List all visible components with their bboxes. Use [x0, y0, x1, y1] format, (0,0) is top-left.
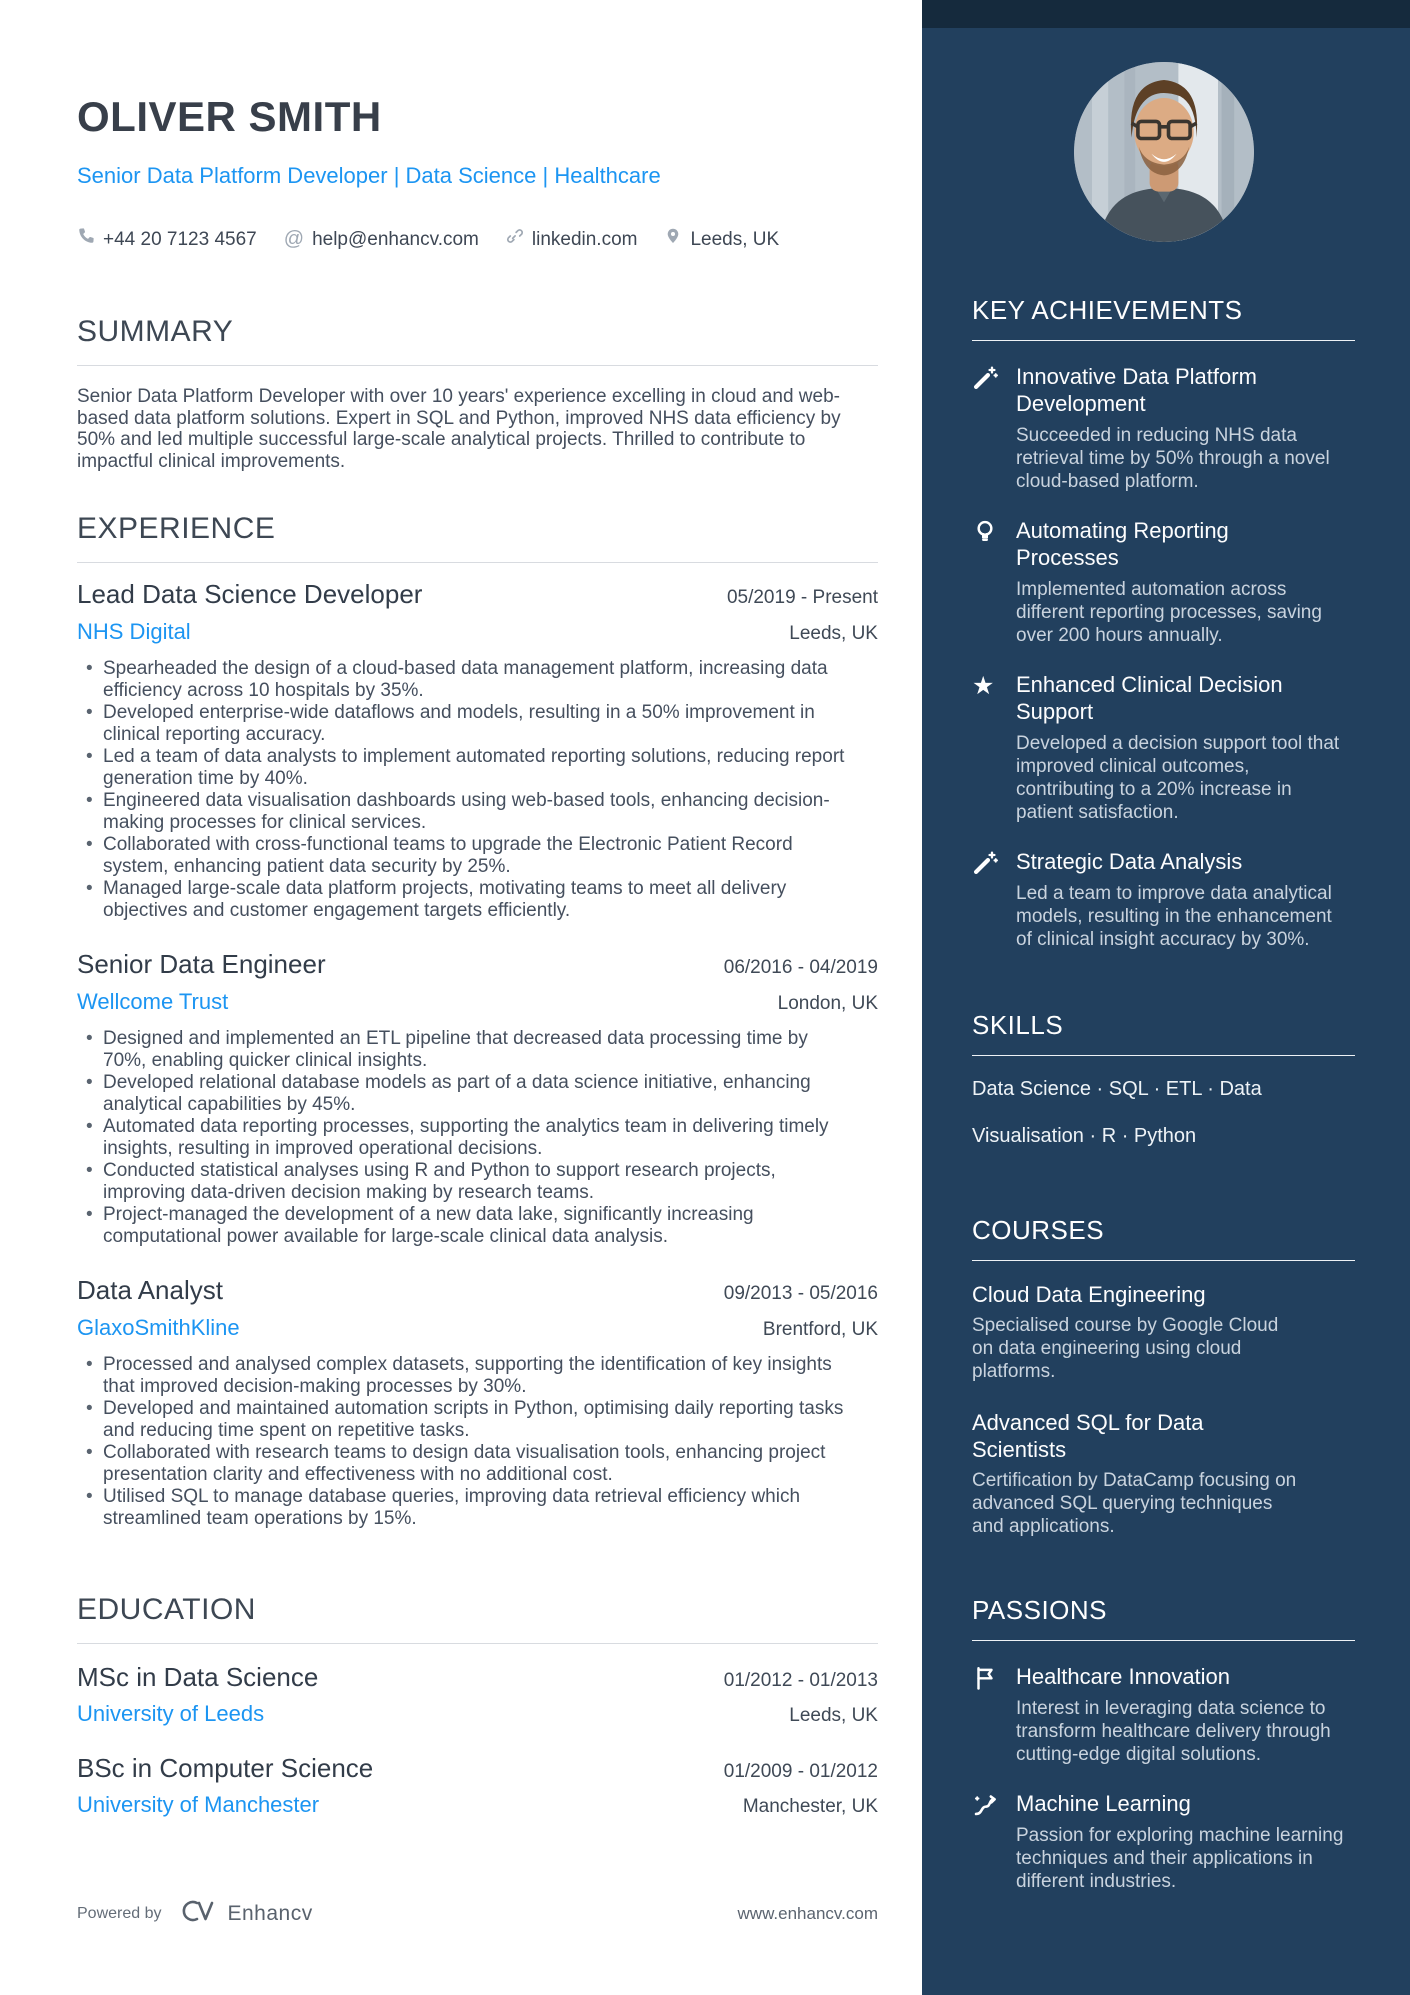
job-location: Brentford, UK	[762, 1319, 878, 1340]
route-icon	[972, 1790, 1000, 1893]
site-url[interactable]: www.enhancv.com	[737, 1903, 878, 1923]
job-title: Data Analyst	[77, 1275, 223, 1305]
course-title: Cloud Data Engineering	[972, 1282, 1206, 1307]
footer	[77, 1898, 878, 1929]
achievements-heading: KEY ACHIEVEMENTS	[972, 294, 1355, 341]
bullet-item: • Managed large-scale data platform projects, motivating teams to meet all delivery objectives and customer engagement targets efficiently.	[77, 878, 849, 921]
wand-icon	[972, 848, 1000, 951]
job-dates: 06/2016 - 04/2019	[723, 957, 878, 978]
bullet-item: • Collaborated with cross-functional teams to upgrade the Electronic Patient Record system, enhancing patient data security by 25%.	[77, 834, 849, 877]
sidebar	[922, 0, 1410, 1995]
star-icon: ★	[972, 672, 995, 700]
skills-section	[972, 1009, 1355, 1160]
job-company[interactable]: GlaxoSmithKline	[77, 1315, 240, 1340]
bullet-item: • Designed and implemented an ETL pipeline that decreased data processing time by 70%, enabling quicker clinical insights.	[77, 1028, 849, 1071]
phone-number: +44 20 7123 4567	[103, 228, 257, 250]
achievements-section	[972, 294, 1355, 951]
bullet-item: • Engineered data visualisation dashboards using web-based tools, enhancing decision-making processes for clinical services.	[77, 790, 849, 833]
course-text: Certification by DataCamp focusing on advanced SQL querying techniques and applications.	[972, 1470, 1297, 1537]
email-address[interactable]: help@enhancv.com	[312, 228, 479, 250]
location-text: Leeds, UK	[690, 228, 780, 250]
achievement-text: Succeeded in reducing NHS data retrieval time by 50% through a novel cloud-based platform.	[1016, 425, 1330, 492]
wand-icon	[972, 363, 1000, 493]
passion-title: Machine Learning	[1016, 1791, 1191, 1816]
profile-photo	[1074, 62, 1254, 242]
bullet-item: • Developed enterprise-wide dataflows and models, resulting in a 50% improvement in clinical reporting accuracy.	[77, 702, 849, 745]
job-location: Leeds, UK	[789, 623, 878, 644]
passion-item	[972, 1790, 1355, 1893]
job-title: Senior Data Engineer	[77, 949, 326, 979]
link-text[interactable]: linkedin.com	[531, 228, 638, 250]
job-title: Lead Data Science Developer	[77, 579, 423, 609]
bullet-item: • Utilised SQL to manage database queries, improving data retrieval efficiency which streamlined team operations by 15%.	[77, 1486, 849, 1529]
passion-text: Interest in leveraging data science to transform healthcare delivery through cutting-edge digital solutions.	[1016, 1698, 1331, 1765]
course-item	[972, 1281, 1355, 1383]
job-bullets	[77, 658, 849, 921]
courses-heading: COURSES	[972, 1214, 1355, 1261]
job-dates: 09/2013 - 05/2016	[723, 1283, 878, 1304]
courses-section	[972, 1214, 1355, 1538]
passions-section	[972, 1594, 1355, 1893]
degree-school[interactable]: University of Leeds	[77, 1701, 265, 1726]
enhancv-logo-icon[interactable]	[182, 1898, 218, 1929]
sidebar-top-band	[922, 0, 1410, 28]
bullet-item: • Spearheaded the design of a cloud-based data management platform, increasing data efficiency across 10 hospitals by 35%.	[77, 658, 849, 701]
degree-entry	[77, 1662, 878, 1727]
achievement-title: Automating Reporting Processes	[1016, 518, 1229, 570]
link-icon	[506, 227, 524, 251]
job-bullets	[77, 1354, 849, 1529]
skills-list[interactable]: Data Science · SQL · ETL · Data Visualisation · R · Python	[972, 1078, 1262, 1147]
achievement-title: Enhanced Clinical Decision Support	[1016, 672, 1283, 724]
course-item	[972, 1409, 1355, 1538]
enhancv-brand-name[interactable]: Enhancv	[227, 1901, 313, 1925]
degree-title: BSc in Computer Science	[77, 1753, 374, 1783]
passions-heading: PASSIONS	[972, 1594, 1355, 1641]
contact-email[interactable]	[284, 228, 479, 251]
job-location: London, UK	[777, 993, 878, 1014]
passion-text: Passion for exploring machine learning techniques and their applications in different industries.	[1016, 1825, 1344, 1892]
degree-location: Leeds, UK	[789, 1705, 878, 1726]
summary-section	[77, 315, 878, 472]
contact-location	[664, 227, 779, 251]
bullet-item: • Processed and analysed complex datasets, supporting the identification of key insights that improved decision-making processes by 30%.	[77, 1354, 849, 1397]
bullet-item: • Developed relational database models as part of a data science initiative, enhancing analytical capabilities by 45%.	[77, 1072, 849, 1115]
achievement-title: Innovative Data Platform Development	[1016, 364, 1257, 416]
achievement-item	[972, 363, 1355, 493]
job-company[interactable]: NHS Digital	[77, 619, 191, 644]
achievement-item	[972, 848, 1355, 951]
person-title: Senior Data Platform Developer | Data Science | Healthcare	[77, 163, 661, 188]
degree-school[interactable]: University of Manchester	[77, 1792, 320, 1817]
contact-link[interactable]	[506, 227, 638, 251]
course-title: Advanced SQL for Data Scientists	[972, 1410, 1204, 1462]
job-company[interactable]: Wellcome Trust	[77, 989, 229, 1014]
education-heading: EDUCATION	[77, 1593, 878, 1644]
summary-heading: SUMMARY	[77, 315, 878, 366]
degree-location: Manchester, UK	[742, 1796, 878, 1817]
achievement-item	[972, 671, 1355, 824]
powered-by-label: Powered by	[77, 1904, 162, 1922]
degree-title: MSc in Data Science	[77, 1662, 319, 1692]
bullet-item: • Conducted statistical analyses using R and Python to support research projects, improving data-driven decision making by research teams.	[77, 1160, 849, 1203]
achievement-text: Implemented automation across different reporting processes, saving over 200 hours annually.	[1016, 579, 1322, 646]
bullet-item: • Developed and maintained automation scripts in Python, optimising daily reporting tasks and reducing time spent on repetitive tasks.	[77, 1398, 849, 1441]
achievement-text: Led a team to improve data analytical models, resulting in the enhancement of clinical insight accuracy by 30%.	[1016, 883, 1332, 950]
skills-heading: SKILLS	[972, 1009, 1355, 1056]
course-text: Specialised course by Google Cloud on data engineering using cloud platforms.	[972, 1315, 1279, 1382]
bullet-item: • Led a team of data analysts to implement automated reporting solutions, reducing report generation time by 40%.	[77, 746, 849, 789]
person-name: OLIVER SMITH	[77, 93, 382, 140]
passion-item	[972, 1663, 1355, 1766]
contact-phone	[77, 227, 257, 251]
degree-entry	[77, 1753, 878, 1818]
lightbulb-icon	[972, 517, 1000, 647]
passion-title: Healthcare Innovation	[1016, 1664, 1231, 1689]
job-dates: 05/2019 - Present	[726, 587, 878, 608]
achievement-title: Strategic Data Analysis	[1016, 849, 1243, 874]
summary-text: Senior Data Platform Developer with over 10 years' experience excelling in cloud and web-based data platform solutions. Expert in SQL and Python, improved NHS data efficiency by 50% and led multiple successful large-scale analytical projects. Thrilled to contribute to impactful clinical improvements.	[77, 386, 841, 472]
education-section	[77, 1593, 878, 1818]
degree-dates: 01/2012 - 01/2013	[723, 1670, 878, 1691]
bullet-item: • Automated data reporting processes, supporting the analytics team in delivering timely insights, resulting in improved operational decisions.	[77, 1116, 849, 1159]
flag-icon	[972, 1663, 1000, 1766]
job-bullets	[77, 1028, 849, 1247]
job-entry	[77, 949, 878, 1247]
achievement-text: Developed a decision support tool that improved clinical outcomes, contributing to a 20% increase in patient satisfaction.	[1016, 733, 1340, 823]
email-icon: @	[283, 228, 305, 250]
contact-row	[77, 227, 878, 251]
bullet-item: • Project-managed the development of a new data lake, significantly increasing computational power available for large-scale clinical data analysis.	[77, 1204, 849, 1247]
bullet-item: • Collaborated with research teams to design data visualisation tools, enhancing project presentation clarity and effectiveness with no additional cost.	[77, 1442, 849, 1485]
phone-icon	[77, 227, 95, 251]
achievement-item	[972, 517, 1355, 647]
job-entry	[77, 1275, 878, 1529]
location-pin-icon	[664, 227, 682, 251]
experience-section	[77, 512, 878, 1529]
degree-dates: 01/2009 - 01/2012	[723, 1761, 878, 1782]
job-entry	[77, 579, 878, 921]
experience-heading: EXPERIENCE	[77, 512, 878, 563]
